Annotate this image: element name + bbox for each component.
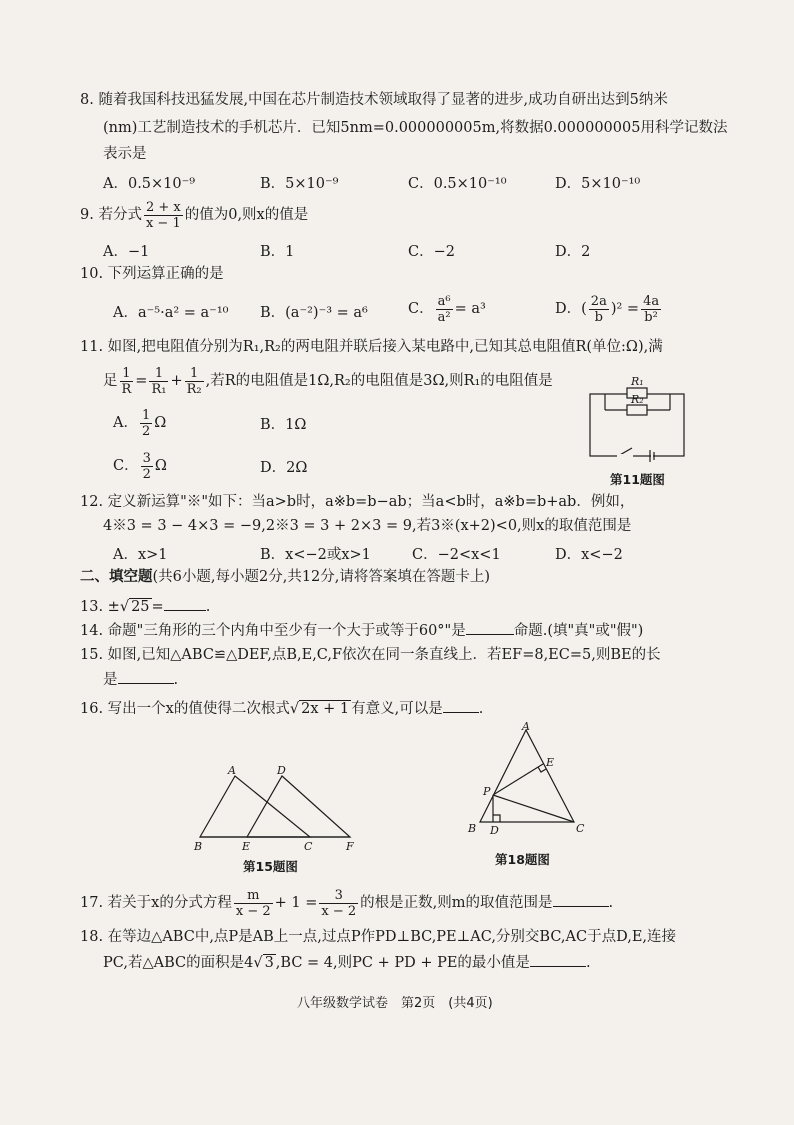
question-16: 16. 写出一个x的值使得二次根式√ 2x + 1 有意义,可以是 . <box>80 697 483 722</box>
equals-sign: = <box>135 373 148 389</box>
answer-blank <box>443 698 479 713</box>
option-label: C． <box>408 301 434 317</box>
question-text: 在等边△ABC中,点P是AB上一点,过点P作PD⊥BC,PE⊥AC,分别交BC,AC于点D,E,连接 <box>107 929 677 945</box>
question-number: 11. <box>80 339 104 355</box>
radicand: 3 <box>264 955 274 971</box>
triangle-abc <box>480 730 574 822</box>
sqrt-sign: √ <box>253 955 263 971</box>
figure-11-caption: 第11题图 <box>610 472 665 487</box>
equals-sign: = <box>151 599 164 615</box>
fraction <box>141 451 153 482</box>
option-b: B．(a⁻²)⁻³ = a⁶ <box>260 305 368 321</box>
fraction-numerator: 3 <box>142 450 151 466</box>
fraction <box>144 200 183 231</box>
option-d: D．2Ω <box>260 460 308 476</box>
option-d: D．x<−2 <box>555 547 623 563</box>
question-number: 15. <box>80 647 104 663</box>
fraction-numerator: 4a <box>643 293 660 309</box>
option-d: D．2 <box>555 244 591 260</box>
fraction-numerator: 3 <box>319 888 358 904</box>
fraction-numerator: 1 <box>149 366 168 382</box>
fraction-denominator: x − 1 <box>145 215 181 231</box>
label-r1: R₁ <box>631 375 644 388</box>
question-10 <box>80 262 224 287</box>
label-a: A <box>522 722 530 733</box>
label-e: E <box>546 756 555 769</box>
section-note: (共6小题,每小题2分,共12分,请将答案填在答题卡上) <box>152 569 491 585</box>
question-number: 8. <box>80 92 94 108</box>
fraction <box>185 366 204 397</box>
question-text: 足 <box>103 373 118 389</box>
option-label: C． <box>113 458 139 474</box>
fraction-numerator: 2 + x <box>145 199 181 215</box>
circuit-diagram <box>580 372 690 464</box>
question-text: 下列运算正确的是 <box>107 266 224 282</box>
fraction-denominator: 2 <box>141 423 151 439</box>
option-b: B．1Ω <box>260 417 307 433</box>
option-text: )² = <box>610 301 640 317</box>
fraction-denominator: b <box>594 309 603 325</box>
question-number: 14. <box>80 623 104 639</box>
sqrt-sign: √ <box>289 701 300 717</box>
question-text: 随着我国科技迅猛发展,中国在芯片制造技术领域取得了显著的进步,成功自研出达到5纳米 <box>98 92 668 108</box>
resistor-r2 <box>627 405 647 415</box>
triangle-abc <box>200 776 310 837</box>
label-p: P <box>483 785 491 798</box>
question-text: 是 <box>103 672 118 688</box>
label-e: E <box>242 840 251 853</box>
option-c: C．−2 <box>408 244 455 260</box>
option-b: B．5×10⁻⁹ <box>260 176 339 192</box>
question-text: PC,若△ABC的面积是4 <box>103 955 254 971</box>
question-text: 的根是正数,则m的取值范围是 <box>360 895 553 911</box>
option-a: A．x>1 <box>113 547 168 563</box>
answer-blank <box>164 596 206 611</box>
option-a: A．−1 <box>103 244 150 260</box>
fraction-denominator: a² <box>437 309 451 325</box>
question-14 <box>80 619 643 644</box>
option-a <box>113 405 166 441</box>
question-15 <box>80 643 661 668</box>
question-18 <box>80 925 676 950</box>
option-c: C．−2<x<1 <box>412 547 501 563</box>
figure-15-caption: 第15题图 <box>243 859 298 874</box>
label-r2: R₂ <box>631 393 644 406</box>
figure-18-caption: 第18题图 <box>495 852 550 867</box>
fraction-denominator: x − 2 <box>321 903 357 919</box>
question-number: 9. <box>80 207 94 223</box>
segment-pe <box>493 764 543 795</box>
answer-blank <box>553 892 609 907</box>
fraction-numerator: a⁶ <box>437 293 451 309</box>
label-c: C <box>576 822 585 835</box>
question-number: 13. <box>80 599 104 615</box>
option-a: A．a⁻⁵·a² = a⁻¹⁰ <box>113 305 229 321</box>
fraction-denominator: R <box>121 381 132 397</box>
option-b: B．1 <box>260 244 295 260</box>
label-c: C <box>304 840 313 853</box>
label-f: F <box>346 840 354 853</box>
section-title: 二、填空题 <box>80 569 153 585</box>
page-footer: 八年级数学试卷 第2页 (共4页) <box>297 996 493 1011</box>
question-11-line2 <box>103 362 553 400</box>
option-d: D．5×10⁻¹⁰ <box>555 176 641 192</box>
fraction-numerator: 2a <box>590 293 607 309</box>
fraction-numerator: m <box>234 888 273 904</box>
question-text: ,BC = 4,则PC + PD + PE的最小值是 <box>275 955 530 971</box>
plus-sign: + <box>170 373 183 389</box>
answer-blank <box>118 669 174 684</box>
option-a: A．0.5×10⁻⁹ <box>103 176 196 192</box>
radicand: 25 <box>131 599 150 615</box>
equation-text: + 1 = <box>274 895 318 911</box>
label-b: B <box>468 822 477 835</box>
label-d: D <box>490 824 499 837</box>
option-b: B．x<−2或x>1 <box>260 547 371 563</box>
fraction <box>140 408 152 439</box>
option-text: = a³ <box>454 301 486 317</box>
question-number: 18. <box>80 929 104 945</box>
fraction-denominator: R₁ <box>151 381 167 397</box>
option-c: C．0.5×10⁻¹⁰ <box>408 176 507 192</box>
question-11 <box>80 335 663 360</box>
question-13: 13. ±√ 25 = . <box>80 595 210 620</box>
fraction-numerator: 1 <box>141 407 151 423</box>
fraction <box>436 294 453 325</box>
sqrt-sign: √ <box>119 599 130 615</box>
question-text: 如图,把电阻值分别为R₁,R₂的两电阻并联后接入某电路中,已知其总电阻值R(单位:Ω),满 <box>107 339 663 355</box>
option-c <box>408 290 486 328</box>
question-18-line2: PC,若△ABC的面积是4√ 3 ,BC = 4,则PC + PD + PE的最小值是 . <box>103 951 591 976</box>
fraction-denominator: b² <box>644 309 658 325</box>
fraction-denominator: R₂ <box>186 381 202 397</box>
question-12-line2: 4※3 = 3 − 4×3 = −9,2※3 = 3 + 2×3 = 9,若3※(x+2)<0,则x的取值范围是 <box>103 518 632 534</box>
figure-15-diagram <box>190 764 365 854</box>
answer-blank <box>466 620 514 635</box>
fraction <box>641 294 661 325</box>
question-9 <box>80 198 308 232</box>
figure-18-diagram <box>462 722 592 842</box>
fraction-denominator: x − 2 <box>235 903 271 919</box>
question-text: 如图,已知△ABC≌△DEF,点B,E,C,F依次在同一条直线上．若EF=8,EC=5,则BE的长 <box>107 647 661 663</box>
option-d <box>555 290 663 328</box>
question-8 <box>80 88 668 113</box>
question-12 <box>80 490 634 515</box>
question-number: 12. <box>80 494 104 510</box>
plus-minus: ± <box>107 599 120 615</box>
fraction <box>234 888 273 919</box>
question-text: 命题.(填"真"或"假") <box>513 623 644 639</box>
fraction <box>589 294 609 325</box>
question-text: 写出一个x的值使得二次根式 <box>107 701 290 717</box>
question-text: 的值为0,则x的值是 <box>184 207 309 223</box>
question-15-line2: 是 . <box>103 668 178 693</box>
fraction-numerator: 1 <box>120 366 134 382</box>
question-text: 有意义,可以是 <box>351 701 443 717</box>
question-17: 17. 若关于x的分式方程 $\frac{m}{x - 2}$ + 1 = $\frac{3}{x - 2}$ 的根是正数,则m的取值范围是 . <box>80 887 614 919</box>
fraction <box>319 888 358 919</box>
section-heading <box>80 565 490 590</box>
unit: Ω <box>154 415 167 431</box>
question-number: 10. <box>80 266 104 282</box>
right-angle-e <box>538 767 546 772</box>
question-8-line3: 表示是 <box>103 146 147 162</box>
question-text: ,若R的电阻值是1Ω,R₂的电阻值是3Ω,则R₁的电阻值是 <box>205 373 553 389</box>
label-b: B <box>194 840 203 853</box>
label-a: A <box>228 764 236 777</box>
unit: Ω <box>154 458 167 474</box>
right-angle-d <box>493 815 500 822</box>
question-text: 定义新运算"※"如下：当a>b时，a※b=b−ab；当a<b时，a※b=b+ab．例如， <box>107 494 635 510</box>
fraction <box>120 366 134 397</box>
fraction <box>149 366 168 397</box>
fraction-denominator: 2 <box>142 466 151 482</box>
option-label: A． <box>113 415 138 431</box>
question-text: 若分式 <box>98 207 142 223</box>
answer-blank <box>530 952 586 967</box>
question-number: 16. <box>80 701 104 717</box>
label-d: D <box>277 764 286 777</box>
option-label: D．( <box>555 301 587 317</box>
question-text: 若关于x的分式方程 <box>107 895 232 911</box>
question-8-line2: (nm)工艺制造技术的手机芯片．已知5nm=0.000000005m,将数据0.000000005用科学记数法 <box>103 120 728 136</box>
question-text: 命题"三角形的三个内角中至少有一个大于或等于60°"是 <box>107 623 466 639</box>
radicand: 2x + 1 <box>301 701 350 717</box>
option-c <box>113 448 167 484</box>
fraction-numerator: 1 <box>185 366 204 382</box>
question-number: 17. <box>80 895 104 911</box>
